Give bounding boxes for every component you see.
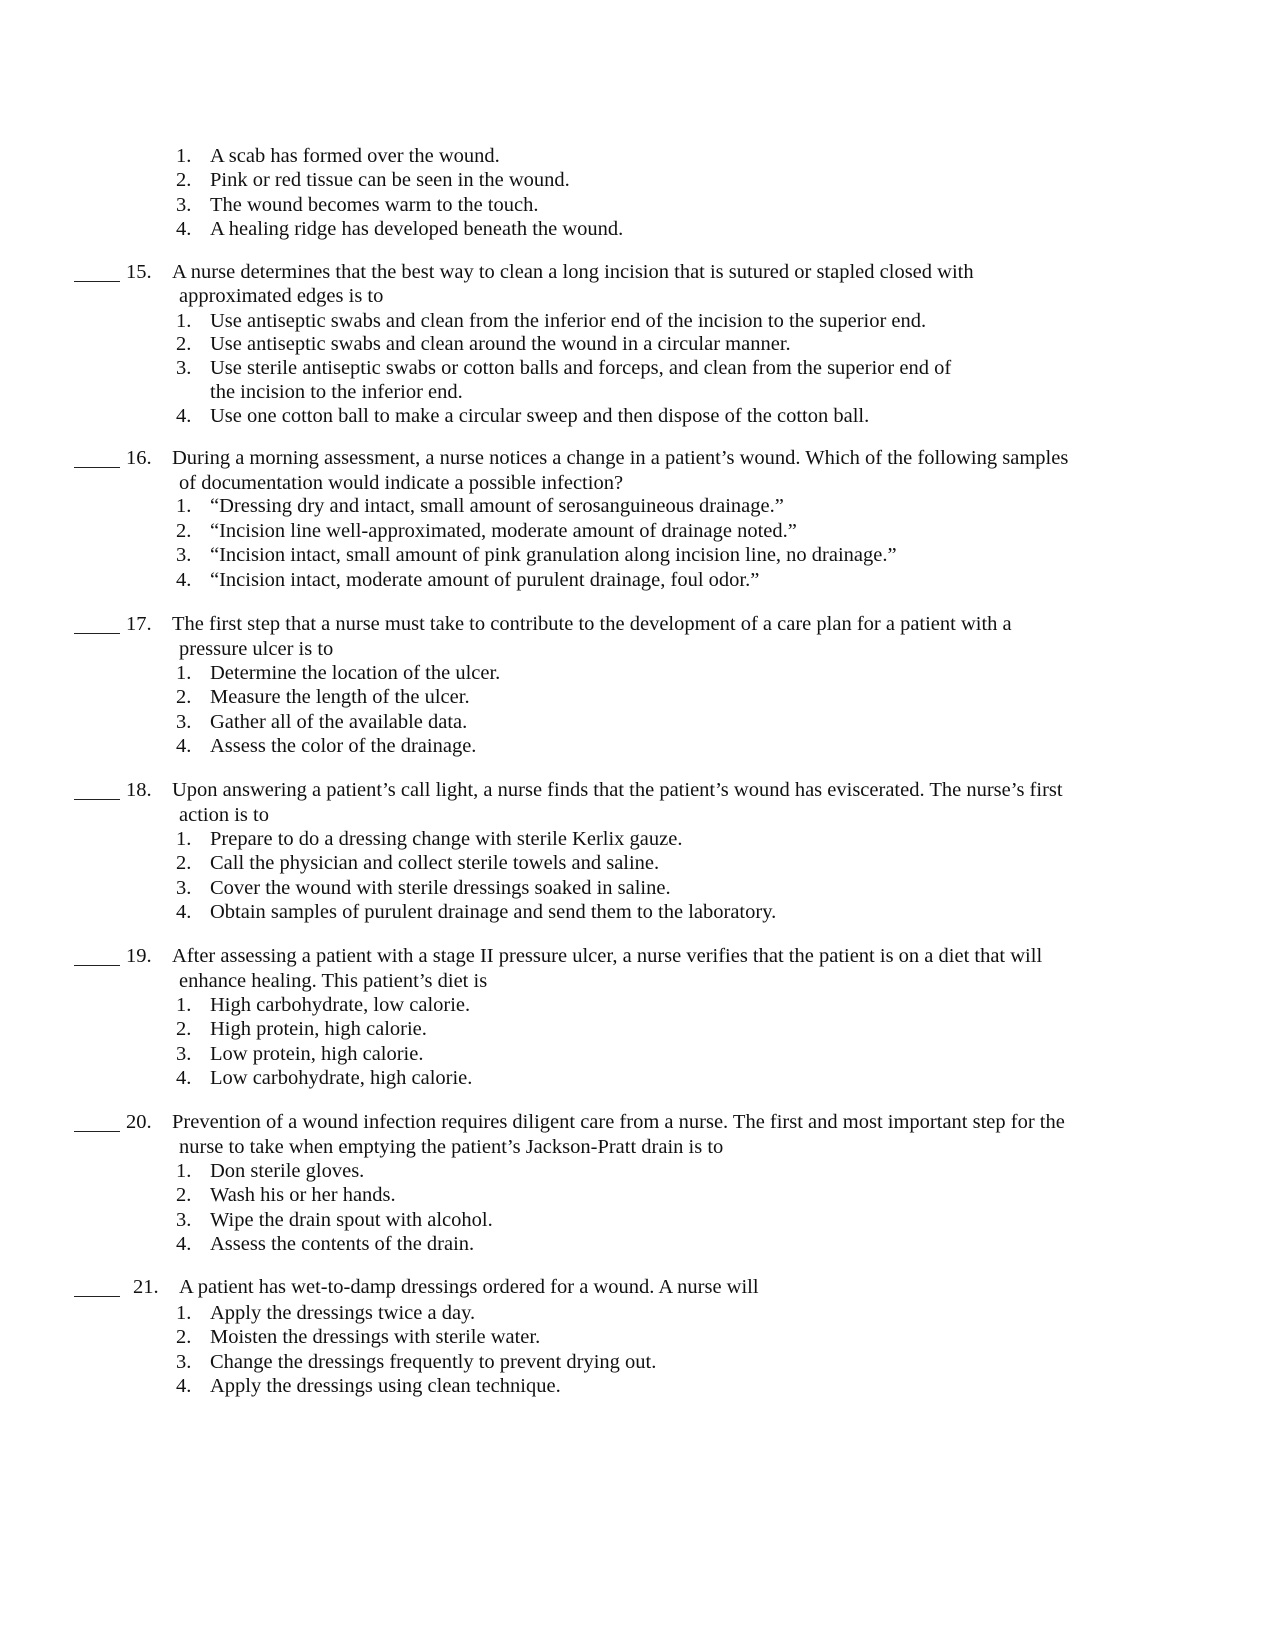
- option-number: 2.: [176, 1184, 192, 1206]
- question-stem: of documentation would indicate a possible infection?: [179, 472, 624, 494]
- question-number: 20.: [126, 1111, 152, 1133]
- question-stem: A nurse determines that the best way to clean a long incision that is sutured or stapled closed with: [172, 261, 974, 283]
- option-text: Low protein, high calorie.: [210, 1043, 424, 1065]
- question-number: 19.: [126, 945, 152, 967]
- option-text: Use one cotton ball to make a circular sweep and then dispose of the cotton ball.: [210, 405, 870, 427]
- option-text: “Incision intact, small amount of pink granulation along incision line, no drainage.”: [210, 544, 897, 566]
- option-line: [0, 543, 1275, 571]
- question-stem: action is to: [179, 804, 269, 826]
- option-text: Determine the location of the ulcer.: [210, 662, 501, 684]
- option-text: “Incision line well-approximated, moderate amount of drainage noted.”: [210, 520, 797, 542]
- question-number: 15.: [126, 261, 152, 283]
- option-line: [0, 685, 1275, 713]
- question-stem: Upon answering a patient’s call light, a nurse finds that the patient’s wound has eviscerated. The nurse’s first: [172, 779, 1063, 801]
- option-text: High protein, high calorie.: [210, 1018, 427, 1040]
- option-number: 4.: [176, 405, 192, 427]
- option-number: 1.: [176, 994, 192, 1016]
- option-number: 1.: [176, 1160, 192, 1182]
- option-text: Call the physician and collect sterile towels and saline.: [210, 852, 660, 874]
- option-text: Wipe the drain spout with alcohol.: [210, 1209, 493, 1231]
- question-line: [0, 1110, 1275, 1138]
- question-number: 18.: [126, 779, 152, 801]
- option-number: 1.: [176, 495, 192, 517]
- option-text: Low carbohydrate, high calorie.: [210, 1067, 473, 1089]
- question-stem: The first step that a nurse must take to contribute to the development of a care plan for a patient with a: [172, 613, 1012, 635]
- option-number: 1.: [176, 1302, 192, 1324]
- option-text: A scab has formed over the wound.: [210, 145, 500, 167]
- option-text: Use antiseptic swabs and clean from the inferior end of the incision to the superior end.: [210, 310, 927, 332]
- option-line: [0, 1183, 1275, 1211]
- option-line: [0, 1325, 1275, 1353]
- question-line: [0, 944, 1275, 972]
- option-number: 4.: [176, 901, 192, 923]
- option-number: 3.: [176, 357, 192, 379]
- question-stem: approximated edges is to: [179, 285, 384, 307]
- option-text: the incision to the inferior end.: [210, 381, 463, 403]
- option-text: Moisten the dressings with sterile water.: [210, 1326, 541, 1348]
- option-number: 2.: [176, 520, 192, 542]
- question-stem: During a morning assessment, a nurse notices a change in a patient’s wound. Which of the following samples: [172, 447, 1069, 469]
- option-line: [0, 1066, 1275, 1094]
- option-text: “Incision intact, moderate amount of purulent drainage, foul odor.”: [210, 569, 760, 591]
- question-line: [0, 446, 1275, 474]
- option-text: Prepare to do a dressing change with sterile Kerlix gauze.: [210, 828, 683, 850]
- question-stem: Prevention of a wound infection requires diligent care from a nurse. The first and most important step for the: [172, 1111, 1065, 1133]
- option-number: 2.: [176, 852, 192, 874]
- option-text: Apply the dressings using clean technique.: [210, 1375, 561, 1397]
- option-line: [0, 851, 1275, 879]
- option-text: Use sterile antiseptic swabs or cotton balls and forceps, and clean from the superior end of: [210, 357, 952, 379]
- option-number: 1.: [176, 145, 192, 167]
- option-number: 2.: [176, 1018, 192, 1040]
- question-number: 17.: [126, 613, 152, 635]
- option-text: Assess the contents of the drain.: [210, 1233, 475, 1255]
- option-text: Don sterile gloves.: [210, 1160, 365, 1182]
- option-number: 4.: [176, 735, 192, 757]
- question-stem: A patient has wet-to-damp dressings ordered for a wound. A nurse will: [179, 1276, 759, 1298]
- option-line: [0, 1374, 1275, 1402]
- option-text: Change the dressings frequently to prevent drying out.: [210, 1351, 657, 1373]
- option-line: [0, 404, 1275, 432]
- option-number: 3.: [176, 1043, 192, 1065]
- option-number: 2.: [176, 686, 192, 708]
- option-number: 4.: [176, 569, 192, 591]
- option-text: Apply the dressings twice a day.: [210, 1302, 476, 1324]
- option-line: [0, 1017, 1275, 1045]
- question-number: 21.: [133, 1276, 159, 1298]
- question-line: [0, 1275, 1275, 1303]
- question-line: [0, 778, 1275, 806]
- option-text: Gather all of the available data.: [210, 711, 468, 733]
- option-number: 3.: [176, 1351, 192, 1373]
- option-line: [0, 734, 1275, 762]
- option-text: Cover the wound with sterile dressings soaked in saline.: [210, 877, 671, 899]
- option-number: 3.: [176, 544, 192, 566]
- option-line: [0, 217, 1275, 245]
- option-number: 2.: [176, 333, 192, 355]
- option-text: A healing ridge has developed beneath the wound.: [210, 218, 624, 240]
- option-number: 1.: [176, 662, 192, 684]
- option-text: Use antiseptic swabs and clean around the wound in a circular manner.: [210, 333, 791, 355]
- option-text: High carbohydrate, low calorie.: [210, 994, 471, 1016]
- option-number: 3.: [176, 194, 192, 216]
- question-stem: enhance healing. This patient’s diet is: [179, 970, 488, 992]
- question-stem: After assessing a patient with a stage II pressure ulcer, a nurse verifies that the patient is on a diet that will: [172, 945, 1043, 967]
- option-number: 3.: [176, 711, 192, 733]
- option-text: Assess the color of the drainage.: [210, 735, 477, 757]
- option-line: [0, 1232, 1275, 1260]
- option-number: 3.: [176, 1209, 192, 1231]
- option-line: [0, 568, 1275, 596]
- option-number: 2.: [176, 169, 192, 191]
- option-number: 1.: [176, 828, 192, 850]
- option-number: 4.: [176, 1067, 192, 1089]
- option-text: Obtain samples of purulent drainage and send them to the laboratory.: [210, 901, 777, 923]
- question-stem-continuation: [0, 284, 1275, 312]
- option-number: 1.: [176, 310, 192, 332]
- option-number: 3.: [176, 877, 192, 899]
- option-number: 4.: [176, 218, 192, 240]
- option-text: Measure the length of the ulcer.: [210, 686, 470, 708]
- question-number: 16.: [126, 447, 152, 469]
- question-line: [0, 612, 1275, 640]
- option-text: “Dressing dry and intact, small amount of serosanguineous drainage.”: [210, 495, 784, 517]
- option-line: [0, 168, 1275, 196]
- question-stem: pressure ulcer is to: [179, 638, 334, 660]
- option-text: Pink or red tissue can be seen in the wound.: [210, 169, 570, 191]
- option-text: Wash his or her hands.: [210, 1184, 396, 1206]
- question-stem: nurse to take when emptying the patient’s Jackson-Pratt drain is to: [179, 1136, 724, 1158]
- option-line: [0, 900, 1275, 928]
- option-text: The wound becomes warm to the touch.: [210, 194, 539, 216]
- option-number: 4.: [176, 1375, 192, 1397]
- option-number: 4.: [176, 1233, 192, 1255]
- option-line: [0, 494, 1275, 522]
- option-number: 2.: [176, 1326, 192, 1348]
